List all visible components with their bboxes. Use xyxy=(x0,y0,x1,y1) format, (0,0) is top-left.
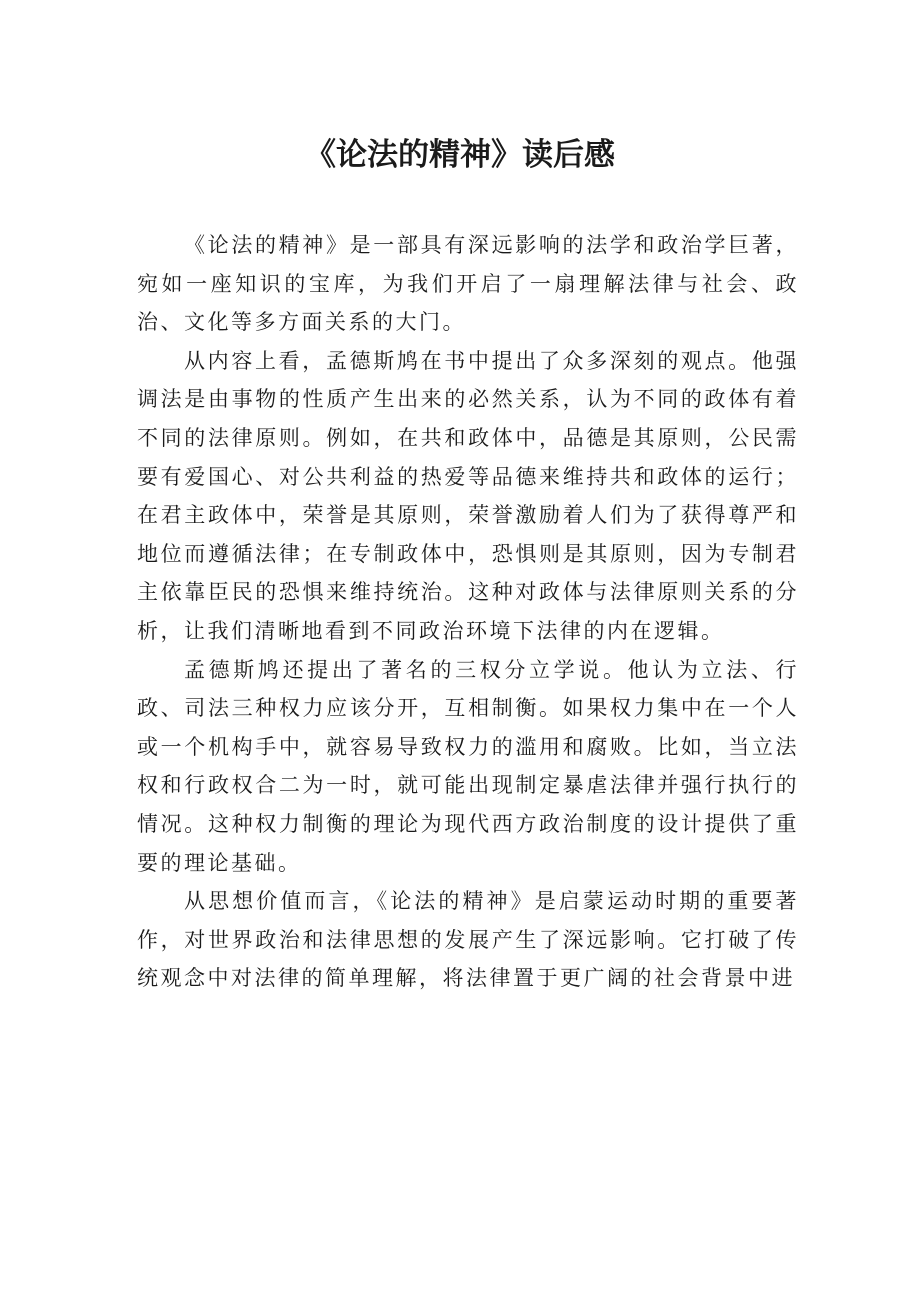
document-body xyxy=(137,226,799,998)
document-title: 《论法的精神》读后感 xyxy=(305,137,615,173)
paragraph-separation-of-powers: 孟德斯鸠还提出了著名的三权分立学说。他认为立法、行政、司法三种权力应该分开，互相制衡。如果权力集中在一个人或一个机构手中，就容易导致权力的滥用和腐败。比如，当立法权和行政权合二为一时，就可能出现制定暴虐法律并强行执行的情况。这种权力制衡的理论为现代西方政治制度的设计提供了重要的理论基础。 xyxy=(137,657,799,875)
paragraph-intro: 《论法的精神》是一部具有深远影响的法学和政治学巨著，宛如一座知识的宝库，为我们开启了一扇理解法律与社会、政治、文化等多方面关系的大门。 xyxy=(137,233,799,335)
paragraph-content: 从内容上看，孟德斯鸠在书中提出了众多深刻的观点。他强调法是由事物的性质产生出来的必然关系，认为不同的政体有着不同的法律原则。例如，在共和政体中，品德是其原则，公民需要有爱国心、对公共利益的热爱等品德来维持共和政体的运行；在君主政体中，荣誉是其原则，荣誉激励着人们为了获得尊严和地位而遵循法律；在专制政体中，恐惧则是其原则，因为专制君主依靠臣民的恐惧来维持统治。这种对政体与法律原则关系的分析，让我们清晰地看到不同政治环境下法律的内在逻辑。 xyxy=(137,348,799,643)
paragraph-value: 从思想价值而言，《论法的精神》是启蒙运动时期的重要著作，对世界政治和法律思想的发展产生了深远影响。它打破了传统观念中对法律的简单理解，将法律置于更广阔的社会背景中进 xyxy=(137,889,799,991)
